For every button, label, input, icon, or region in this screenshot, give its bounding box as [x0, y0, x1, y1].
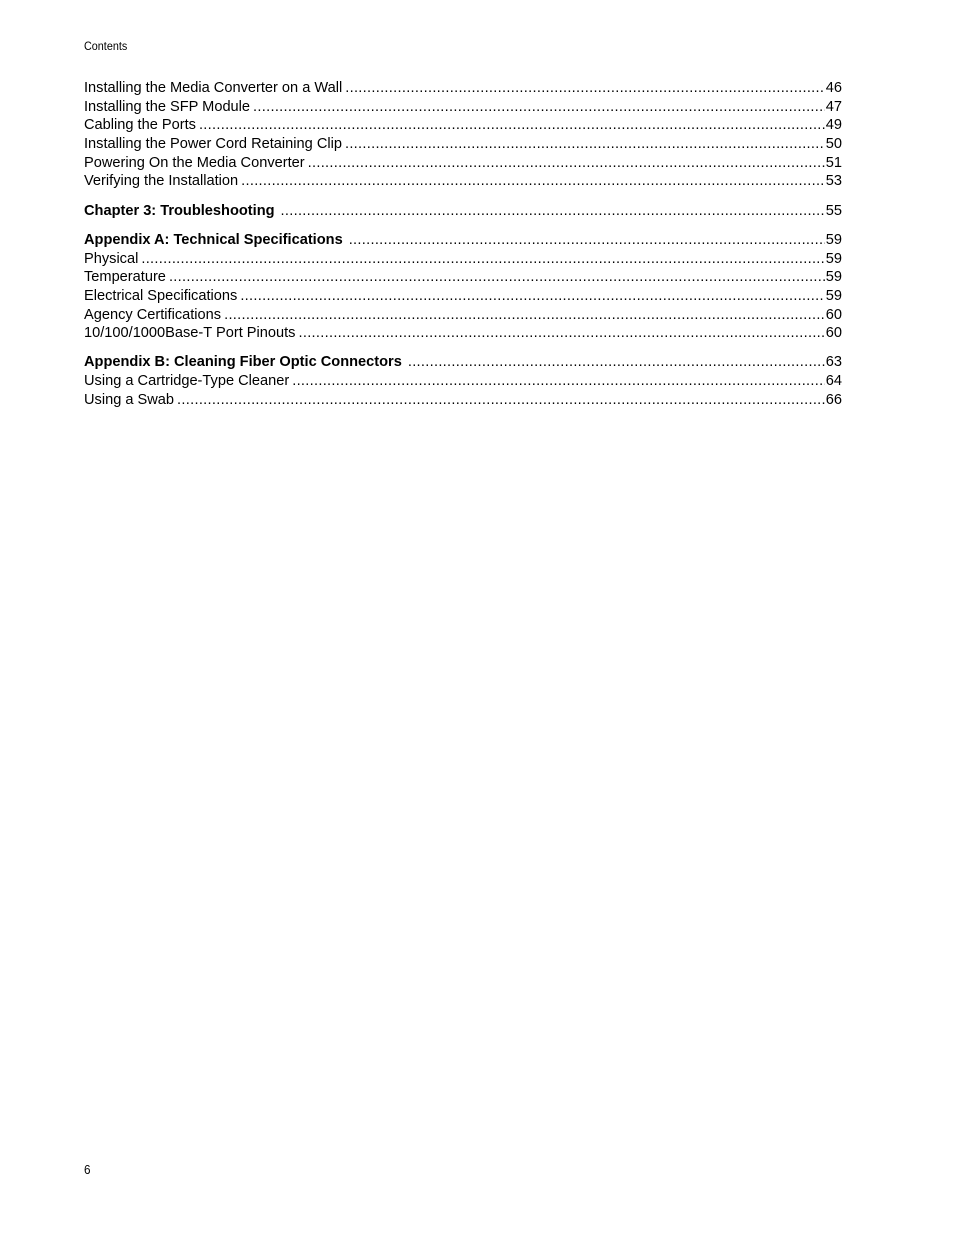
toc-chapter-heading[interactable] — [84, 202, 842, 221]
toc-entry-title: Cabling the Ports — [84, 117, 196, 134]
toc-entry-title: Electrical Specifications — [84, 287, 238, 304]
toc-entry-title: Appendix A: Technical Specifications — [84, 231, 343, 248]
toc-dot-leader — [141, 250, 824, 269]
toc-dot-leader — [199, 116, 825, 135]
toc-entry-title: 10/100/1000Base-T Port Pinouts — [84, 325, 296, 342]
toc-entry-title: Verifying the Installation — [84, 173, 239, 190]
toc-dot-leader — [349, 231, 825, 250]
toc-dot-leader — [308, 154, 825, 173]
toc-entry[interactable] — [84, 116, 842, 135]
page-number: 6 — [84, 1162, 91, 1177]
toc-entry-title: Temperature — [84, 269, 166, 286]
toc-entry-page: 60 — [825, 325, 842, 342]
toc-entry-title: Installing the Media Converter on a Wall — [84, 80, 343, 96]
toc-entry[interactable] — [84, 154, 842, 173]
toc-entry-page: 63 — [825, 354, 842, 371]
toc-entry-page: 51 — [825, 154, 842, 171]
toc-entry[interactable] — [84, 98, 842, 117]
toc-dot-leader — [345, 79, 825, 98]
toc-dot-leader — [253, 98, 825, 117]
toc-chapter-heading[interactable] — [84, 353, 842, 372]
toc-dot-leader — [408, 353, 825, 372]
toc-dot-leader — [240, 287, 824, 306]
toc-entry-page: 66 — [825, 391, 842, 408]
toc-entry-title: Agency Certifications — [84, 306, 222, 323]
toc-entry[interactable] — [84, 306, 842, 325]
toc-entry-page: 47 — [825, 98, 842, 115]
toc-entry-title: Using a Cartridge-Type Cleaner — [84, 373, 290, 390]
toc-entry[interactable] — [84, 287, 842, 306]
toc-entry-page: 46 — [825, 80, 842, 96]
toc-entry-page: 49 — [825, 117, 842, 134]
toc-dot-leader — [298, 324, 824, 343]
toc-dot-leader — [241, 172, 825, 191]
toc-entry[interactable] — [84, 268, 842, 287]
toc-dot-leader — [281, 202, 825, 221]
toc-entry-title: Chapter 3: Troubleshooting — [84, 202, 275, 219]
table-of-contents — [84, 79, 842, 410]
toc-dot-leader — [177, 391, 825, 410]
toc-entry[interactable] — [84, 172, 842, 191]
toc-entry-title: Powering On the Media Converter — [84, 154, 305, 171]
toc-entry[interactable] — [84, 391, 842, 410]
toc-group — [84, 202, 842, 221]
toc-entry-page: 50 — [825, 136, 842, 153]
toc-entry[interactable] — [84, 79, 842, 98]
toc-chapter-heading[interactable] — [84, 231, 842, 250]
toc-entry-title: Installing the Power Cord Retaining Clip — [84, 136, 342, 153]
toc-entry-page: 55 — [825, 202, 842, 219]
toc-entry[interactable] — [84, 324, 842, 343]
toc-dot-leader — [345, 135, 825, 154]
toc-group — [84, 231, 842, 343]
toc-entry-page: 64 — [825, 373, 842, 390]
toc-entry-title: Using a Swab — [84, 391, 175, 408]
toc-dot-leader — [169, 268, 825, 287]
toc-entry-page: 59 — [825, 250, 842, 267]
toc-entry-page: 59 — [825, 269, 842, 286]
toc-entry-page: 60 — [825, 306, 842, 323]
toc-dot-leader — [292, 372, 825, 391]
toc-entry-page: 59 — [825, 287, 842, 304]
toc-entry-title: Installing the SFP Module — [84, 98, 251, 115]
toc-dot-leader — [224, 306, 825, 325]
toc-entry[interactable] — [84, 372, 842, 391]
toc-entry-page: 53 — [825, 173, 842, 190]
toc-group — [84, 79, 842, 191]
toc-entry-title: Appendix B: Cleaning Fiber Optic Connectors — [84, 354, 402, 371]
toc-entry[interactable] — [84, 135, 842, 154]
toc-entry[interactable] — [84, 250, 842, 269]
toc-entry-title: Physical — [84, 250, 139, 267]
running-header: Contents — [84, 39, 128, 53]
toc-entry-page: 59 — [825, 231, 842, 248]
toc-group — [84, 353, 842, 409]
